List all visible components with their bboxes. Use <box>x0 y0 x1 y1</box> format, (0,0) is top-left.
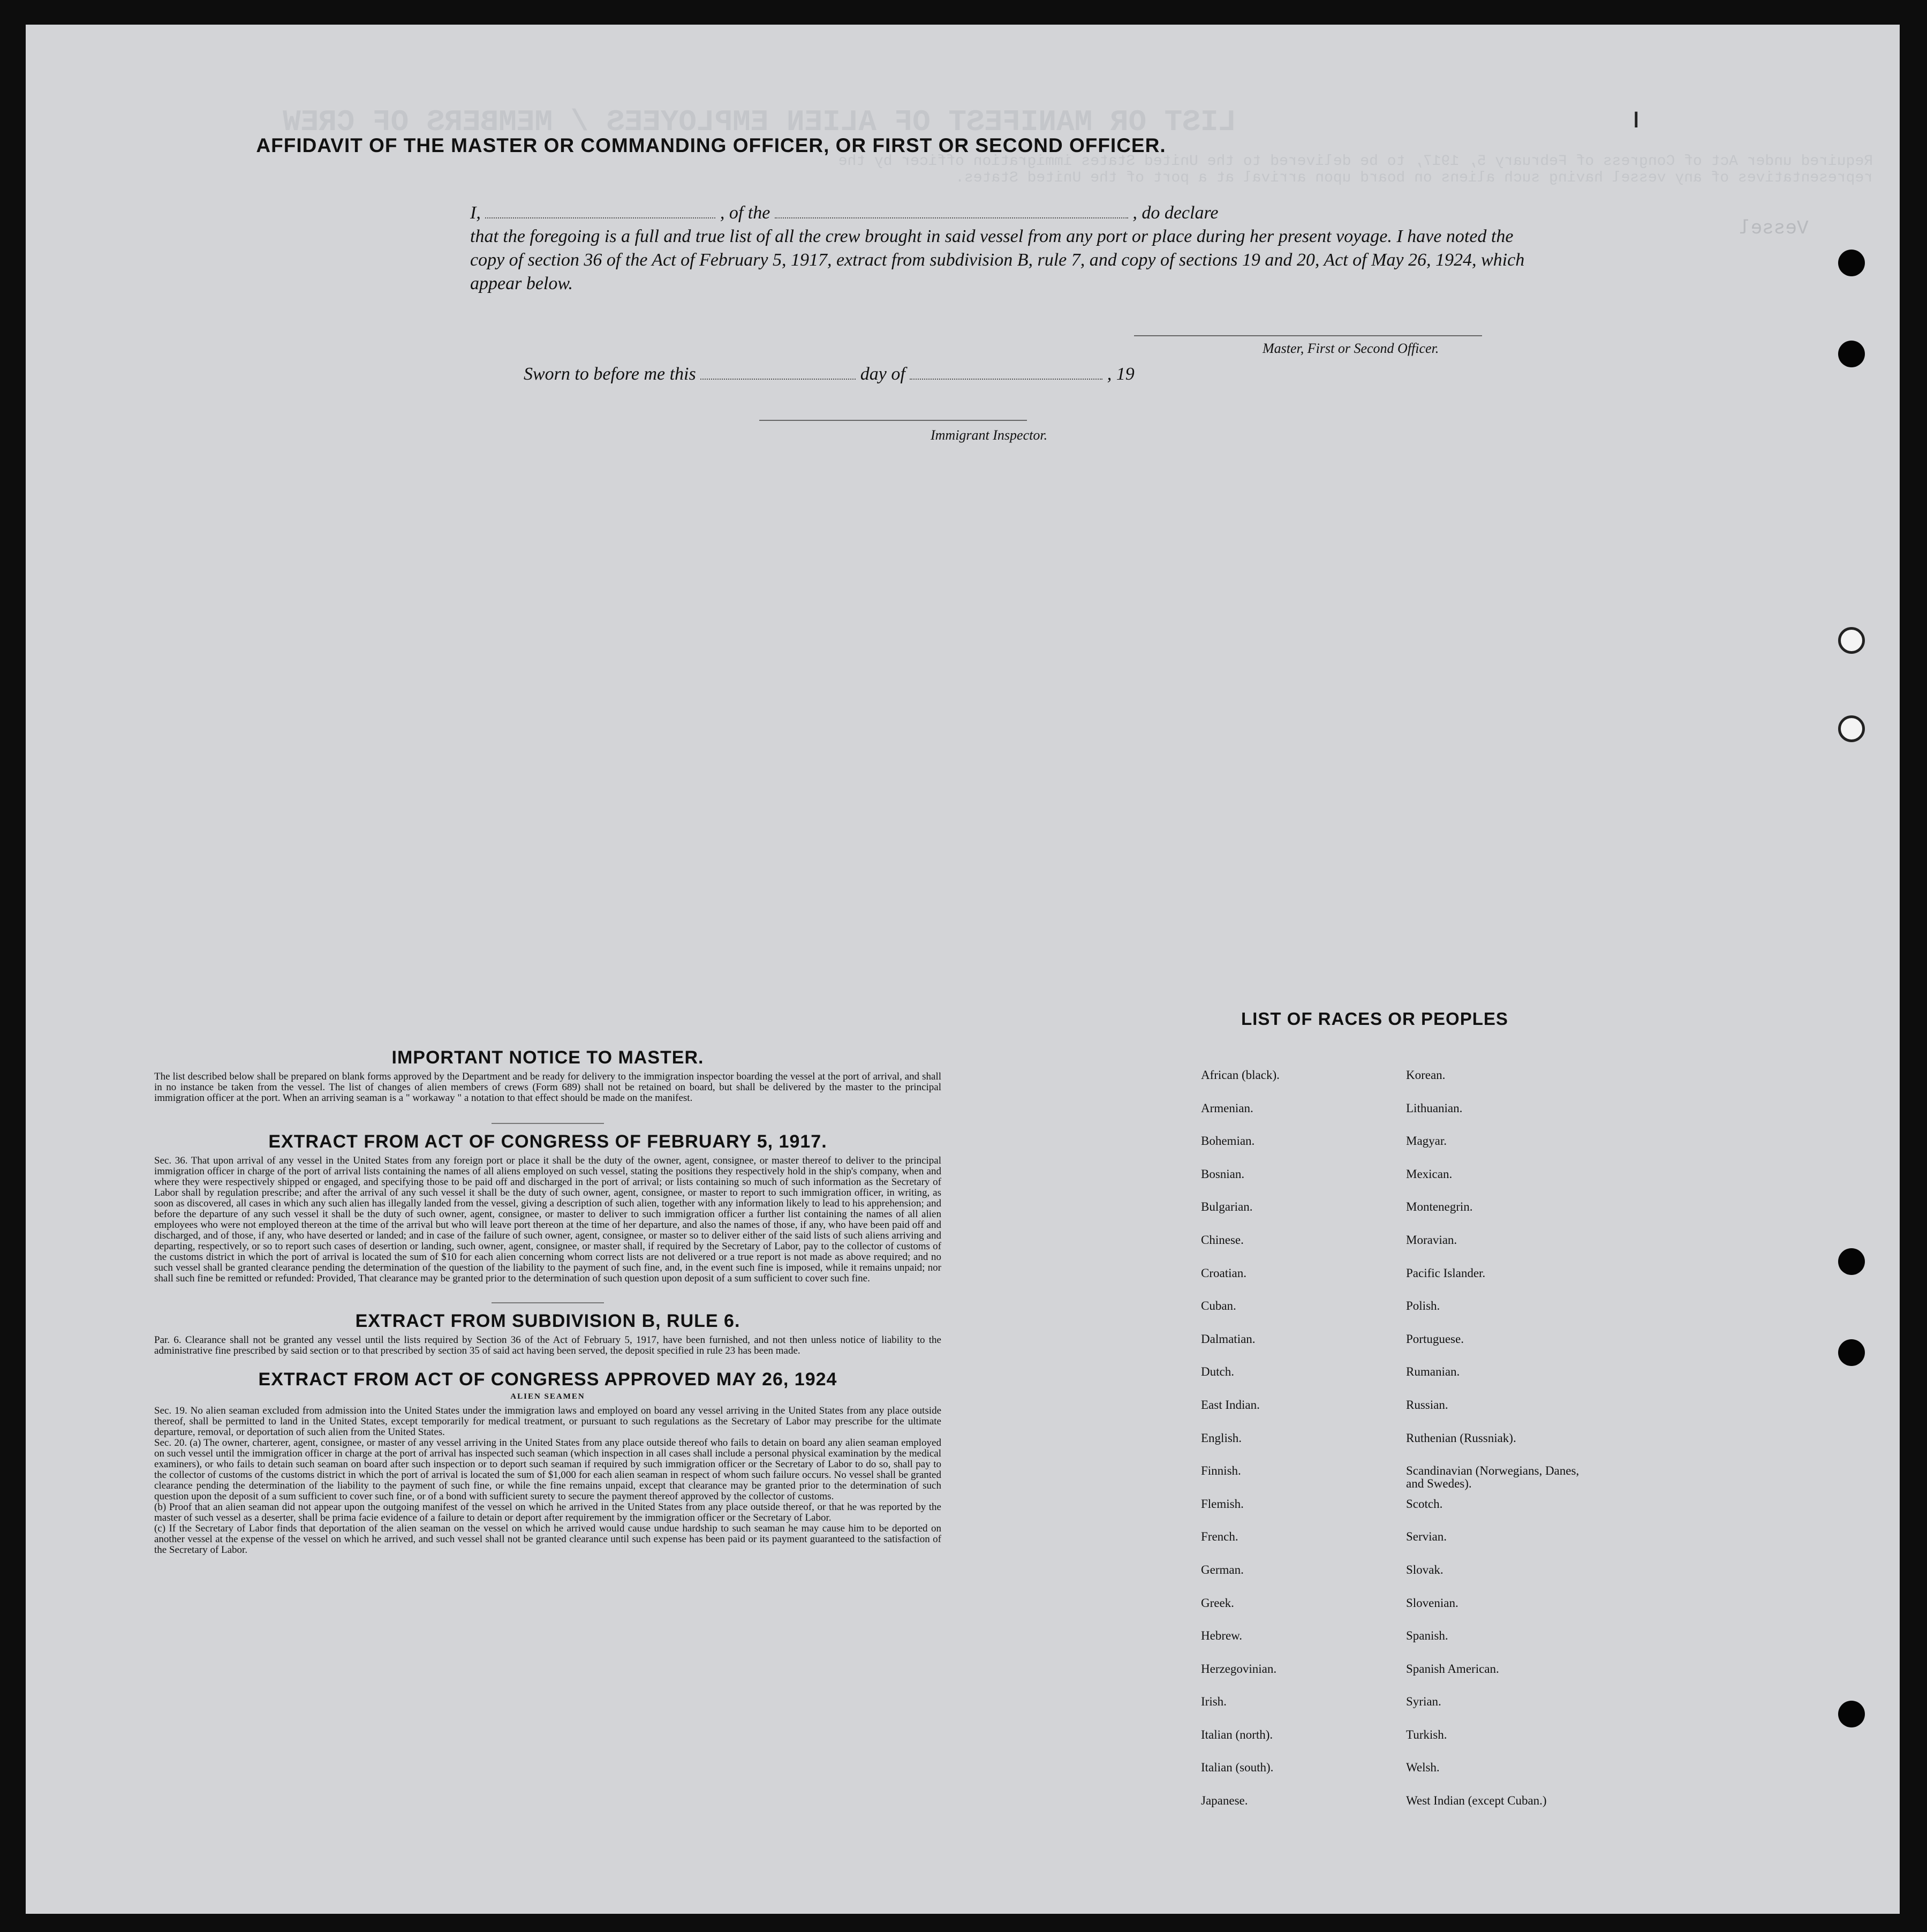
race-item: Bulgarian. <box>1201 1200 1253 1214</box>
sec20a-text: Sec. 20. (a) The owner, charterer, agent, consignee, or master of any vessel arriving in the United States from any place outside thereof who fails to detain on board any alien seaman employed on such vessel until the immigration officer in charge at the port of arrival has inspected such seaman (which inspection in all cases shall include a personal physical examination by the medical examiners), or who fails to detain such seaman on board after such inspection or to deport such seaman if required by such immigration officer or the Secretary of Labor to do so, shall pay to the collector of customs of the customs district in which the port of arrival is located the sum of $1,000 for each alien seaman in respect of whom such failure occurs. No vessel shall be granted clearance pending the determination of the liability to the payment of such fine, or while the fine remains unpaid, except that clearance may be granted prior to the determination of such question upon the deposit of a sum sufficient to cover such fine, or of a bond with sufficient surety to secure the payment thereof approved by the collector of customs. <box>154 1437 941 1502</box>
race-item: Finnish. <box>1201 1464 1241 1478</box>
alien-seamen-subtitle: ALIEN SEAMEN <box>510 1392 585 1401</box>
race-item: Slovenian. <box>1406 1596 1459 1610</box>
race-item: Moravian. <box>1406 1233 1457 1247</box>
race-item: Welsh. <box>1406 1761 1440 1775</box>
binder-hole <box>1838 1701 1865 1727</box>
race-item: Slovak. <box>1406 1563 1444 1576</box>
extract-1917-text: Sec. 36. That upon arrival of any vessel in the United States from any foreign port or place it shall be the duty of the owner, agent, consignee, or master thereof to deliver to the principal immigration officer in charge of the port of arrival lists containing the names of all aliens employed on such vessel, stating the positions they respectively hold in the ship's company, when and where they were respectively shipped or engaged, and specifying those to be paid off and discharged in the port of arrival; or lists containing so much of such information as the Secretary of Labor shall by regulation prescribe; and after the arrival of any such vessel it shall be the duty of such owner, agent, consignee, or master to report to such immigration officer, in writing, as soon as discovered, all cases in which any such alien has illegally landed from the vessel, giving a description of such alien, together with any information likely to lead to his apprehension; and before the departure of any such vessel it shall be the duty of such owner, agent, consignee, or master to deliver to such immigration officer a further list containing the names of all alien employees who were not employed thereon at the time of the arrival but who will leave port thereon at the time of her departure, and also the names of those, if any, who have been paid off and discharged, and of those, if any, who have deserted or landed; and in case of the failure of such owner, agent, consignee, or master so to deliver either of the said lists of such aliens arriving and departing, respectively, or so to report such cases of desertion or landing, such owner, agent, consignee, or master shall, if required by the Secretary of Labor, pay to the collector of customs of the customs district in which the port of arrival is located the sum of $10 for each alien concerning whom correct lists are not delivered or a true report is not made as above required; and no such vessel shall be granted clearance pending the determination of the question of the liability to the payment of such fine, and, in the event such fine is imposed, while it remains unpaid; nor shall such fine be remitted or refunded: Provided, That clearance may be granted prior to the determination of such question upon deposit of a sum sufficient to cover such fine. <box>154 1155 941 1284</box>
binder-hole <box>1838 1339 1865 1366</box>
declarant-name-blank[interactable] <box>485 203 715 218</box>
race-item: Pacific Islander. <box>1406 1266 1486 1280</box>
race-item: Korean. <box>1406 1068 1446 1082</box>
extract-rule6-title: EXTRACT FROM SUBDIVISION B, RULE 6. <box>355 1311 740 1331</box>
sec20c-text: (c) If the Secretary of Labor finds that deportation of the alien seaman on the vessel on which he arrived would cause undue hardship to such seaman he may cause him to be deported on another vessel at the expense of the vessel on which he arrived, and such vessel shall not be granted clearance until such expense has been paid or its payment guaranteed to the satisfaction of the Secretary of Labor. <box>154 1523 941 1556</box>
race-item: East Indian. <box>1201 1398 1260 1412</box>
races-list-right <box>1406 1069 1599 1828</box>
divider <box>492 1302 604 1303</box>
race-item: Cuban. <box>1201 1299 1236 1313</box>
declaration-line <box>470 201 1530 225</box>
notice-title: IMPORTANT NOTICE TO MASTER. <box>391 1047 704 1068</box>
declare-text: , do declare <box>1132 203 1219 223</box>
sworn-day-text: day of <box>860 364 905 384</box>
race-item: English. <box>1201 1431 1242 1445</box>
race-item: Ruthenian (Russniak). <box>1406 1431 1516 1445</box>
binder-hole <box>1838 1248 1865 1275</box>
race-item: Syrian. <box>1406 1695 1441 1709</box>
sworn-line <box>524 364 1135 384</box>
race-item: Magyar. <box>1406 1134 1447 1148</box>
race-item: Irish. <box>1201 1695 1227 1709</box>
race-item: Croatian. <box>1201 1266 1246 1280</box>
affidavit-title: AFFIDAVIT OF THE MASTER OR COMMANDING OFFICER, OR FIRST OR SECOND OFFICER. <box>256 134 1166 156</box>
race-item: French. <box>1201 1530 1238 1544</box>
race-item: Montenegrin. <box>1406 1200 1473 1214</box>
inspector-signature-line[interactable] <box>759 420 1027 421</box>
extract-rule6-text: Par. 6. Clearance shall not be granted any vessel until the lists required by Section 36 of the Act of February 5, 1917, have been furnished, and not then unless notice of liability to the administrative fine prescribed by said section or to that prescribed by section 35 of said act having been served, the deposit specified in rule 23 has been made. <box>154 1334 941 1356</box>
races-list-left <box>1201 1069 1280 1828</box>
master-signature-line[interactable] <box>1134 335 1482 336</box>
race-item: Flemish. <box>1201 1497 1244 1511</box>
race-item: West Indian (except Cuban.) <box>1406 1794 1547 1808</box>
race-item: Spanish. <box>1406 1629 1448 1643</box>
race-item: German. <box>1201 1563 1244 1576</box>
race-item: Russian. <box>1406 1398 1448 1412</box>
race-item: Turkish. <box>1406 1727 1447 1741</box>
master-signature-label: Master, First or Second Officer. <box>1263 341 1439 356</box>
binder-hole <box>1838 250 1865 276</box>
affidavit-statement: that the foregoing is a full and true list of all the crew brought in said vessel from any port or place during her present voyage. I have noted the copy of section 36 of the Act of February 5, 1917, extract from subdivision B, rule 7, and copy of sections 19 and 20, Act of May 26, 1924, which appear below. <box>470 227 1525 293</box>
bleed-through-header: LIST OR MANIFEST OF ALIEN EMPLOYEES / MEMBERS OF CREW <box>283 105 1237 139</box>
race-item: Armenian. <box>1201 1101 1253 1115</box>
race-item: Greek. <box>1201 1596 1234 1610</box>
race-item: African (black). <box>1201 1068 1280 1082</box>
document-page <box>26 25 1900 1914</box>
binder-hole <box>1838 715 1865 742</box>
extract-1917-title: EXTRACT FROM ACT OF CONGRESS OF FEBRUARY 5, 1917. <box>268 1131 827 1152</box>
inspector-signature-label: Immigrant Inspector. <box>931 427 1048 443</box>
bleed-through-vessel-label: Vessel <box>1739 217 1809 239</box>
pencil-mark: ı <box>1632 100 1641 134</box>
affidavit-body <box>470 201 1530 296</box>
race-item: Hebrew. <box>1201 1629 1243 1643</box>
race-item: Lithuanian. <box>1406 1101 1463 1115</box>
extracts-column <box>154 1047 941 1556</box>
race-item: Bohemian. <box>1201 1134 1255 1148</box>
race-item: Rumanian. <box>1406 1365 1460 1379</box>
race-item: Japanese. <box>1201 1794 1248 1808</box>
bleed-through-subtitle: Required under Act of Congress of February 5, 1917, to be delivered to the United States immigration officer by the representatives of any vessel having such aliens on board upon arrival at a port of the United States. <box>838 153 1873 186</box>
vessel-name-blank[interactable] <box>775 203 1128 218</box>
race-item: Chinese. <box>1201 1233 1244 1247</box>
race-item: Herzegovinian. <box>1201 1662 1277 1676</box>
race-item: Scandinavian (Norwegians, Danes, and Swedes). <box>1406 1464 1580 1491</box>
race-item: Spanish American. <box>1406 1662 1499 1676</box>
declarant-prefix: I, <box>470 203 481 223</box>
race-item: Portuguese. <box>1406 1332 1464 1346</box>
sworn-date-blank[interactable] <box>700 365 856 380</box>
sworn-year-text: , 19 <box>1107 364 1135 384</box>
race-item: Mexican. <box>1406 1167 1453 1181</box>
race-item: Scotch. <box>1406 1497 1443 1511</box>
race-item: Servian. <box>1406 1530 1447 1544</box>
races-title: LIST OF RACES OR PEOPLES <box>1241 1009 1508 1029</box>
race-item: Dutch. <box>1201 1365 1234 1379</box>
race-item: Dalmatian. <box>1201 1332 1256 1346</box>
sworn-month-blank[interactable] <box>910 365 1102 380</box>
sec19-text: Sec. 19. No alien seaman excluded from admission into the United States under the immigration laws and employed on board any vessel arriving in the United States from any place outside thereof, shall be permitted to land in the United States, except temporarily for medical treatment, or pursuant to such regulations as the Secretary of Labor may prescribe for the ultimate departure, removal, or deportation of such alien from the United States. <box>154 1405 941 1438</box>
extract-1924-title: EXTRACT FROM ACT OF CONGRESS APPROVED MAY 26, 1924 <box>258 1369 837 1390</box>
race-item: Bosnian. <box>1201 1167 1245 1181</box>
binder-hole <box>1838 627 1865 654</box>
sec20b-text: (b) Proof that an alien seaman did not appear upon the outgoing manifest of the vessel on which he arrived in the United States from any place outside thereof, or that he was reported by the master of such vessel as a deserter, shall be prima facie evidence of a failure to detain or deport after requirement by the immigration officer or the Secretary of Labor. <box>154 1501 941 1523</box>
binder-hole <box>1838 341 1865 367</box>
race-item: Polish. <box>1406 1299 1440 1313</box>
notice-text: The list described below shall be prepared on blank forms approved by the Department and be ready for delivery to the immigration inspector boarding the vessel at the port of arrival, and shall in no instance be taken from the vessel. The list of changes of alien members of crews (Form 689) shall not be retained on board, but shall be delivered by the master to the principal immigration officer at the port. When an arriving seaman is a " workaway " a notation to that effect should be made on the manifest. <box>154 1071 941 1104</box>
sworn-prefix: Sworn to before me this <box>524 364 696 384</box>
of-the-text: , of the <box>720 203 770 223</box>
race-item: Italian (north). <box>1201 1727 1273 1741</box>
race-item: Italian (south). <box>1201 1761 1274 1775</box>
divider <box>492 1123 604 1124</box>
